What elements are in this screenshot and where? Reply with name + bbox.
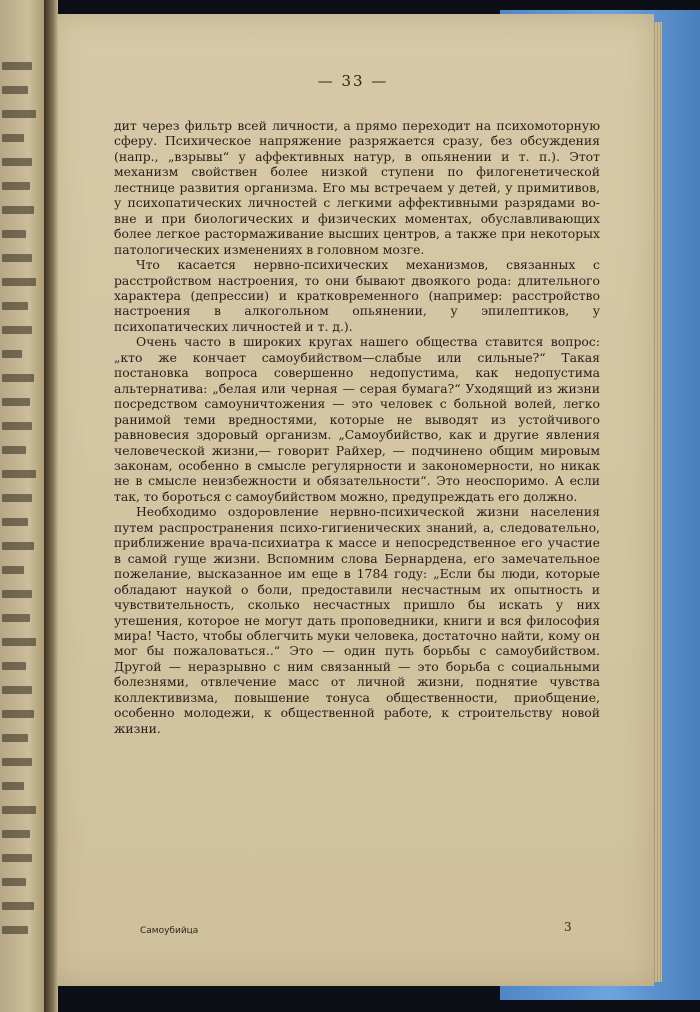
- body-text: [114, 118, 600, 736]
- signature-mark: Самоубийца: [140, 926, 199, 936]
- book-gutter: [44, 0, 58, 1012]
- paragraph-4: Необходимо оздоровление нервно-психической жизни населения путем распространения психо-гигиенических знаний, а, следовательно, приближение врача-психиатра к массе и непосредственное его участие в самой гуще жизни. Вспомним слова Бернардена, его замечательное пожелание, высказанное им еще в 1784 году: „Если бы люди, которые обладают наукой о боли, предоставили несчастным их опытность и чувствительность, сколько несчастных пришло бы искать у них утешения, которое не могут дать проповедники, книги и вся философия мира! Часто, чтобы облегчить муки человека, достаточно найти, кому он мог бы пожаловаться..“ Это — один путь борьбы с самоубийством. Другой — неразрывно с ним связанный — это борьба с социальными болезнями, отвлечение масс от личной жизни, поднятие чувства коллективизма, повышение тонуса общественности, приобщение, особенно молодежи, к общественной работе, к строительству новой жизни.: [114, 504, 600, 736]
- paragraph-2: Что касается нервно-психических механизмов, связанных с расстройством настроения, то они бывают двоякого рода: длительного характера (депрессии) и кратковременного (например: расстройство настроения в алкогольном опьянении, у эпилептиков, у психопатических личностей и т. д.).: [114, 257, 600, 334]
- paragraph-1: дит через фильтр всей личности, а прямо переходит на психомоторную сферу. Психическое напряжение разряжается сразу, без обсуждения (напр., „взрывы“ у аффективных натур, в опьянении и т. п.). Этот механизм свойствен более низкой ступени по филогенетической лестнице развития организма. Его мы встречаем у детей, у примитивов, у психопатических личностей с легкими аффективными разрядами во-вне и при биологических и физических моментах, обуславливающих более легкое растормаживание высших центров, а также при некоторых патологических изменениях в головном мозге.: [114, 118, 600, 257]
- sheet-number: 3: [564, 920, 572, 934]
- page-number: — 33 —: [317, 72, 389, 90]
- book-page: [52, 14, 654, 986]
- paragraph-3: Очень часто в широких кругах нашего общества ставится вопрос: „кто же кончает самоубийством—слабые или сильные?“ Такая постановка вопроса совершенно недопустима, как недопустима альтернатива: „белая или черная — серая бумага?“ Уходящий из жизни посредством самоуничтожения — это человек с больной волей, легко ранимой теми вредностями, которые не выводят из устойчивого равновесия здоровый организм. „Самоубийство, как и другие явления человеческой жизни,— говорит Райхер, — подчинено общим мировым законам, особенно в смысле регулярности и закономерности, но никак не в смысле неизбежности и обязательности“. Это неоспоримо. А если так, то бороться с самоубийством можно, предупреждать его должно.: [114, 334, 600, 504]
